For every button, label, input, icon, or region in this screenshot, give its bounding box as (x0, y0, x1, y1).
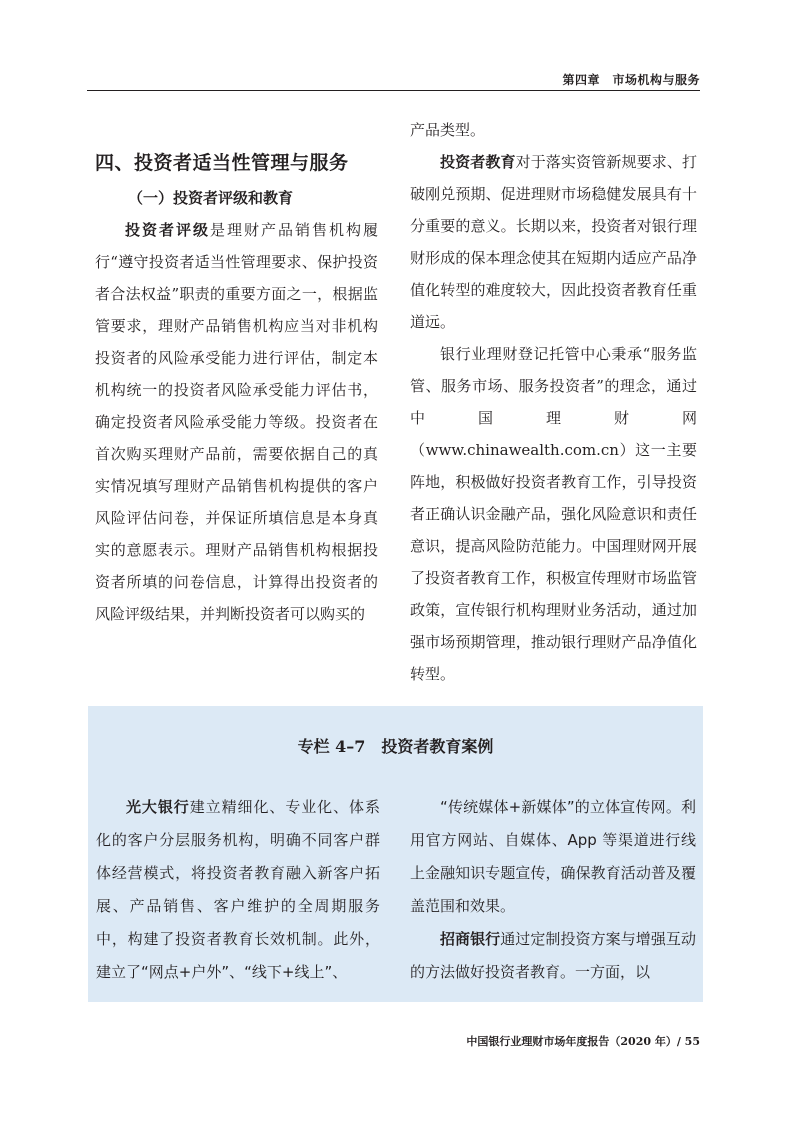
case-right-column (410, 791, 696, 989)
subsection-heading: （一）投资者评级和教育 (128, 189, 294, 207)
continuation-text: 产品类型。 (410, 121, 486, 139)
keyword-investor-rating: 投资者评级 (125, 221, 210, 239)
case-paragraph-cmb (410, 923, 696, 989)
case-paragraph-continuation: “传统媒体+新媒体”的立体宣传网。利用官方网站、自媒体、App 等渠道进行线上金融知识专题宣传，确保教育活动普及覆盖范围和效果。 (410, 798, 696, 915)
paragraph-text: 对于落实资管新规要求、打破刚兑预期、促进理财市场稳健发展具有十分重要的意义。长期以来，投资者对银行理财形成的保本理念使其在短期内适应产品净值化转型的难度较大，因此投资者教育任重道远。 (410, 153, 697, 331)
right-column (410, 114, 697, 690)
paragraph-text: 是理财产品销售机构履行“遵守投资者适当性管理要求、保护投资者合法权益”职责的重要方面之一，根据监管要求，理财产品销售机构应当对非机构投资者的风险承受能力进行评估，制定本机构统一的投资者风险承受能力评估书，确定投资者风险承受能力等级。投资者在首次购买理财产品前，需要依据自己的真实情况填写理财产品销售机构提供的客户风险评估问卷，并保证所填信息是本身真实的意愿表示。理财产品销售机构根据投资者所填的问卷信息，计算得出投资者的风险评级结果，并判断投资者可以购买的 (95, 221, 378, 623)
case-box-title: 专栏 4–7 投资者教育案例 (297, 737, 494, 756)
header-rule (87, 90, 700, 91)
case-study-box (88, 706, 703, 1002)
chapter-title: 第四章 市场机构与服务 (562, 73, 700, 87)
case-text: 通过定制投资方案与增强互动的方法做好投资者教育。一方面，以 (410, 930, 696, 981)
paragraph-registry-center: 银行业理财登记托管中心秉承“服务监管、服务市场、服务投资者”的理念，通过中国理财网（www.chinawealth.com.cn）这一主要阵地，积极做好投资者教育工作，引导投资者正确认识金融产品，强化风险意识和责任意识，提高风险防范能力。中国理财网开展了投资者教育工作，积极宣传理财市场监管政策，宣传银行机构理财业务活动，通过加强市场预期管理，推动银行理财产品净值化转型。 (410, 345, 697, 683)
case-left-column (96, 791, 380, 989)
keyword-investor-education: 投资者教育 (440, 153, 516, 171)
section-title: 四、投资者适当性管理与服务 (95, 152, 349, 174)
page-footer: 中国银行业理财市场年度报告（2020 年）/ 55 (466, 1035, 700, 1048)
keyword-cmb: 招商银行 (440, 930, 501, 948)
case-paragraph-everbright (96, 791, 380, 989)
left-column (95, 182, 378, 630)
keyword-everbright-bank: 光大银行 (126, 798, 190, 816)
paragraph-investor-education (410, 146, 697, 338)
paragraph-investor-rating (95, 214, 378, 630)
case-text: 建立精细化、专业化、体系化的客户分层服务机构，明确不同客户群体经营模式，将投资者教育融入新客户拓展、产品销售、客户维护的全周期服务中，构建了投资者教育长效机制。此外，建立了“网点+户外”、“线下+线上”、 (96, 798, 380, 981)
page-header (87, 68, 700, 88)
